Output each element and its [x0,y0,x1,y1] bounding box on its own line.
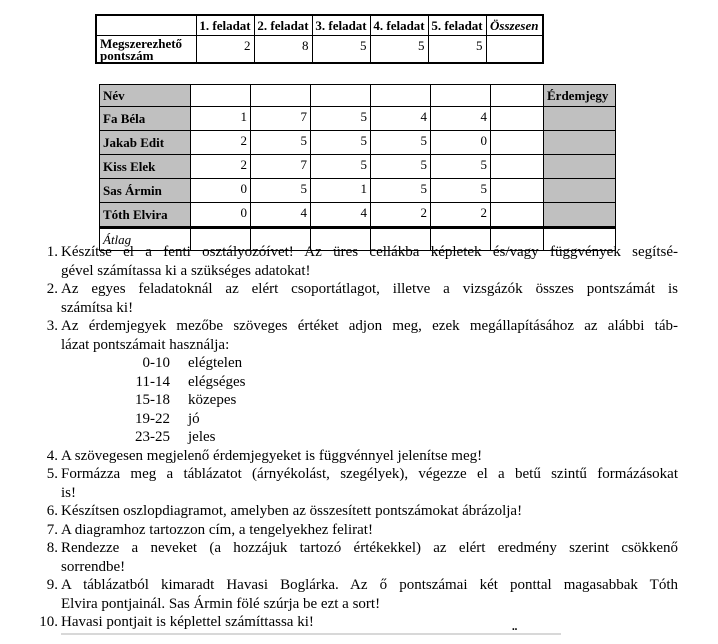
task-line: Rendezze a neveket (a hozzájuk tartozó értékekkel) az elért eredmény szerint csökkenő [61,540,678,556]
task-line: lázat pontszámait használja: [61,336,230,353]
table-row [100,85,616,107]
column-header: 5. feladat [428,15,486,36]
grade-cell [544,203,616,228]
grade-cell [544,131,616,155]
task-item-8 [40,539,678,576]
task-line: gével számítassa ki a szükséges adatokat! [61,262,311,279]
task-line: A diagramhoz tartozzon cím, a tengelyekhez felirat! [61,521,373,538]
score-cell: 0 [431,131,491,155]
table-row [100,203,616,228]
task-line: sorrendbe! [61,558,126,575]
score-cell: 5 [311,107,371,131]
score-cell: 5 [370,36,428,64]
table-row [100,107,616,131]
score-cell: 0 [191,179,251,203]
total-cell [491,179,544,203]
column-header: 1. feladat [196,15,254,36]
score-cell: 5 [428,36,486,64]
score-cell: 2 [191,131,251,155]
task-item-2 [40,280,678,317]
task-list [39,243,678,643]
task-line: számítsa ki! [61,299,134,316]
score-cell: 2 [191,155,251,179]
task-number: 5. [46,466,58,482]
task-line: Készítsen oszlopdiagramot, amelyben az összesített pontszámokat ábrázolja! [61,503,523,519]
score-cell: 2 [371,203,431,228]
grade-label: közepes [188,392,237,408]
score-cell: 5 [371,179,431,203]
name-column-header: Név [100,85,191,107]
task-line: Készítse el a fenti osztályozóívet! Az üres cellákba képletek és/vagy függvények segítsé- [61,244,678,260]
task-item-10 [39,613,678,643]
score-cell: 5 [371,131,431,155]
task-number: 10. [39,614,58,630]
score-cell: 2 [196,36,254,64]
task-item-4 [40,447,678,466]
score-cell: 5 [431,155,491,179]
grade-label: jó [188,410,200,427]
grade-range: 23-25 [135,429,170,445]
student-name: Fa Béla [100,107,191,131]
student-name: Kiss Elek [100,155,191,179]
task-line: Havasi pontjait is képlettel számíttassa ki! [61,614,314,630]
score-cell: 1 [191,107,251,131]
task-line: Elvira pontjainál. Sas Ármin fölé szúrja be ezt a sort! [61,595,381,612]
total-cell [491,131,544,155]
task-item-7 [40,521,678,540]
column-header: 2. feladat [254,15,312,36]
task-line: Az érdemjegyek mezőbe szöveges értéket adjon meg, ezek megállapításához az alábbi táb- [61,318,678,334]
table-row [96,15,543,36]
total-cell [491,155,544,179]
score-cell: 5 [311,131,371,155]
score-cell: 7 [251,155,311,179]
task-item-5 [40,465,678,502]
grade-scale-row [61,354,678,373]
score-cell: 1 [311,179,371,203]
task-number: 9. [46,577,58,593]
task-line: A szövegesen megjelenő érdemjegyeket is függvénnyel jelenítse meg! [61,447,483,464]
task-number: 4. [46,447,58,464]
table-row [100,155,616,179]
grade-scale-row [61,373,678,392]
score-cell: 4 [431,107,491,131]
average-label: Átlag [100,228,191,251]
empty-cell [491,85,544,107]
student-name: Jakab Edit [100,131,191,155]
score-cell: 4 [371,107,431,131]
grade-cell [544,155,616,179]
score-cell: 5 [312,36,370,64]
total-cell [486,36,543,64]
score-cell: 5 [431,179,491,203]
score-cell: 7 [251,107,311,131]
column-header: 3. feladat [312,15,370,36]
score-cell: 2 [431,203,491,228]
task-item-6 [40,502,678,521]
empty-cell [311,85,371,107]
grade-cell [544,107,616,131]
task-line: A táblázatból kimaradt Havasi Boglárka. Az ő pontszámai két ponttal magasabbak Tóth [61,577,678,593]
empty-cell [191,85,251,107]
student-name: Tóth Elvira [100,203,191,228]
task-number: 1. [46,244,58,260]
grade-range: 15-18 [135,392,170,408]
grade-scale-row [61,428,678,447]
max-points-table [95,14,544,64]
task-number: 8. [46,540,58,556]
students-table [99,84,616,251]
task-line: Az egyes feladatoknál az elért csoportátlagot, illetve a vizsgázók összes pontszámát is [61,281,678,297]
grade-label: elégséges [188,373,246,390]
grade-cell [544,179,616,203]
total-cell [491,107,544,131]
total-column-header: Összesen [486,15,543,36]
score-cell: 5 [371,155,431,179]
task-number: 2. [46,281,58,297]
grade-scale-row [61,391,678,410]
score-cell: 4 [251,203,311,228]
row-label: Megszerezhető pontszám [96,36,196,64]
score-cell: 4 [311,203,371,228]
task-line: Formázza meg a táblázatot (árnyékolást, szegélyek), végezze el a betű szintű formázásokat [61,466,678,482]
grade-label: jeles [188,429,216,445]
grade-column-header: Érdemjegy [544,85,616,107]
grade-range: 11-14 [135,373,170,390]
total-cell [491,203,544,228]
score-cell: 5 [251,131,311,155]
table-row [100,131,616,155]
score-cell: 5 [251,179,311,203]
empty-cell [251,85,311,107]
grade-range: 19-22 [135,410,170,427]
column-header: 4. feladat [370,15,428,36]
student-name: Sas Ármin [100,179,191,203]
score-cell: 0 [191,203,251,228]
empty-cell [431,85,491,107]
task-item-9 [40,576,678,613]
clipped-text-tops [61,633,561,635]
grade-range: 0-10 [142,355,170,371]
grade-scale-row [61,410,678,429]
empty-cell [371,85,431,107]
task-item-1 [40,243,678,280]
grade-label: elégtelen [188,355,243,371]
task-line: is! [61,484,76,501]
score-cell: 5 [311,155,371,179]
task-number: 6. [46,503,58,519]
task-number: 3. [46,318,58,334]
corner-cell [96,15,196,36]
clipped-next-line-fragment: ¨ [512,626,518,643]
table-row [96,36,543,64]
score-cell: 8 [254,36,312,64]
task-number: 7. [46,521,58,538]
task-item-3 [40,317,678,447]
table-row [100,179,616,203]
